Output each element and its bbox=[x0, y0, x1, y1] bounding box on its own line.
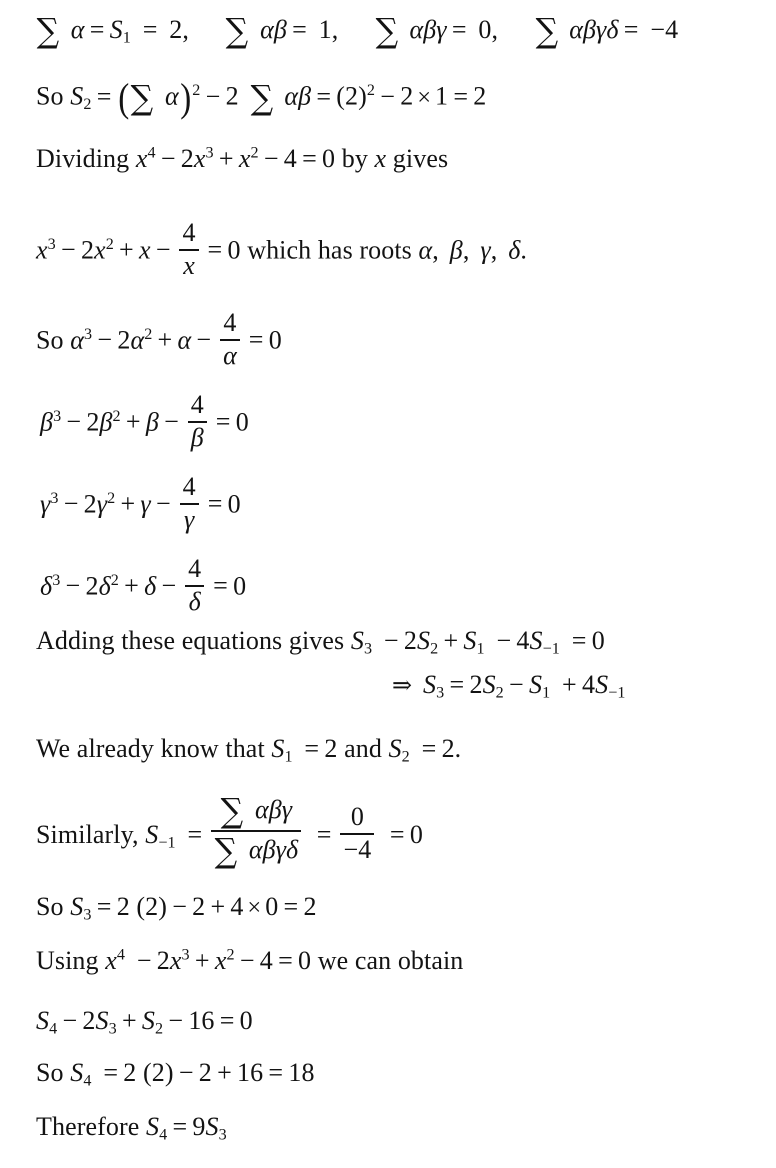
summation-icon: ∑ bbox=[36, 11, 60, 50]
math-line-14: Using $x^4 - 2x^3 + x^2 - 4 = 0$ we can obtain bbox=[36, 946, 464, 975]
math-line-2: So $S_2$ = (∑ α)$^2$ − 2 ∑ $\alpha\beta = (2)^2 - 2 \times 1 = 2$ bbox=[36, 75, 487, 120]
fraction-4-over-alpha: $\frac{4}{\alpha}$ bbox=[220, 310, 240, 369]
fraction-zero-over-minus-four: $\frac{0}{-4}$ bbox=[340, 804, 374, 863]
math-line-5: So $\alpha^3 - 2\alpha^2 + \alpha$ − $\frac{4}{\alpha}$ = 0 bbox=[36, 308, 282, 370]
fraction-4-over-beta: $\frac{4}{\beta}$ bbox=[188, 392, 207, 451]
math-line-7: $\gamma^3 - 2\gamma^2 + \gamma$ − $\frac{4}{\gamma}$ = 0 bbox=[40, 472, 241, 534]
fraction-sum-ratio: $\frac{\text{∑ αβγ}}{\text{∑ αβγδ}}$ bbox=[211, 794, 301, 868]
fraction-4-over-delta: $\frac{4}{\delta}$ bbox=[185, 556, 204, 615]
summation-icon: ∑ bbox=[225, 11, 249, 50]
math-line-17: Therefore $S_4 = 9S_3$ bbox=[36, 1112, 227, 1144]
math-line-3: Dividing $x^4 - 2x^3 + x^2 - 4 = 0$ by x gives bbox=[36, 144, 449, 173]
summation-icon: ∑ bbox=[535, 11, 558, 50]
fraction-4-over-gamma: $\frac{4}{\gamma}$ bbox=[180, 474, 199, 533]
math-line-9: Adding these equations gives $S_3 - 2S_2 + S_1 - 4S_{-1} = 0$ bbox=[36, 626, 605, 658]
math-line-4: $x^3 - 2x^2 + x$ − $\frac{4}{x}$ = 0 which has roots α, β, γ, δ. bbox=[36, 218, 528, 280]
math-line-13: So $S_3 = 2$ (2) − 2 + 4 × 0 = 2 bbox=[36, 892, 317, 924]
math-line-15: $S_4 - 2S_3 + S_2 - 16 = 0$ bbox=[36, 1006, 253, 1038]
math-line-11: We already know that $S_1 = 2$ and $S_2 = 2$. bbox=[36, 734, 462, 766]
math-line-10: ⇒ $S_3 = 2S_2 - S_1 + 4S_{-1}$ bbox=[392, 670, 626, 702]
math-line-8: $\delta^3 - 2\delta^2 + \delta$ − $\frac{4}{\delta}$ = 0 bbox=[40, 554, 247, 616]
math-line-12: Similarly, $S_{-1}$ = $\frac{\text{∑ αβγ}}{\text{∑ αβγδ}}$ = $\frac{0}{-4}$ = 0 bbox=[36, 791, 423, 870]
implies-arrow-icon: ⇒ bbox=[392, 671, 413, 699]
summation-icon: ∑ bbox=[375, 11, 399, 50]
math-line-16: So $S_4 = 2$ (2) − 2 + 16 = 18 bbox=[36, 1058, 315, 1090]
math-line-1: ∑ $\alpha = S_1 = 2$, ∑ αβ = 1, ∑ αβγ = 0, ∑ αβγδ = −4 bbox=[36, 11, 679, 50]
math-line-6: $\beta^3 - 2\beta^2 + \beta$ − $\frac{4}{\beta}$ = 0 bbox=[40, 390, 249, 452]
fraction-4-over-x: $\frac{4}{x}$ bbox=[179, 220, 198, 279]
